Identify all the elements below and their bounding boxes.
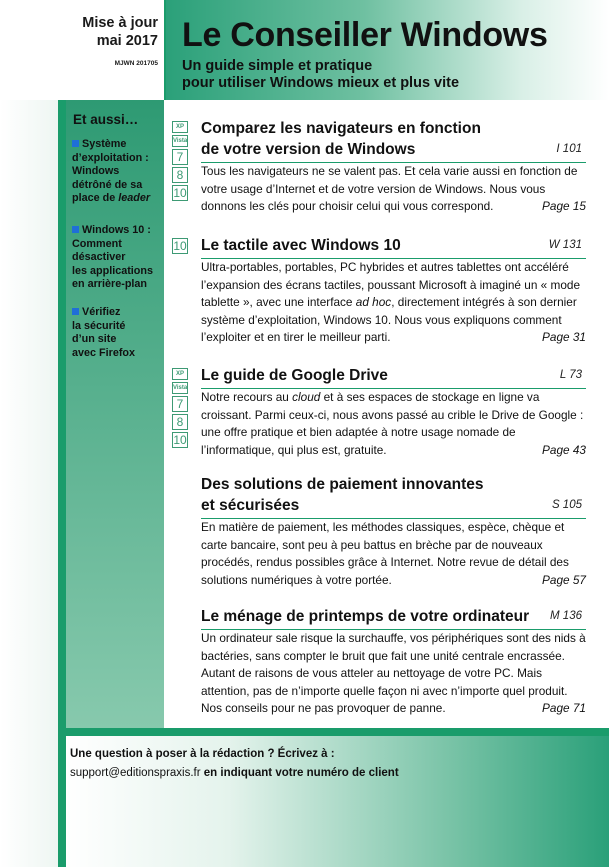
support-email-link[interactable]: support@editionspraxis.fr	[70, 767, 201, 779]
article-page-link[interactable]: Page 15	[542, 199, 586, 213]
windows-7-badge-icon: 7	[172, 149, 188, 165]
sidebar-title: Et aussi…	[73, 112, 139, 127]
article-body	[201, 389, 586, 459]
article-body	[201, 519, 586, 589]
bullet-square-icon	[72, 226, 79, 233]
reference-code: MJWN 201705	[114, 60, 158, 67]
article-title	[201, 474, 586, 516]
article-code: L 73	[559, 369, 582, 381]
windows-vista-badge-icon: Vista	[172, 135, 188, 147]
article-title-line: Le ménage de printemps de votre ordinateur	[201, 608, 530, 625]
article-summary: Un ordinateur sale risque la surchauffe, vos périphériques sont des nids à bactéries, sans compter le bruit que fait une unité centrale encrassée. Autant de raisons de vous atteler au nettoyage de votre PC. Mais attention, pas de n’importe quelle façon ni avec n’importe quel produit. Nos conseils pour ne pas provoquer de panne.	[201, 631, 586, 715]
article-page-link[interactable]: Page 31	[542, 330, 586, 344]
article-body	[201, 259, 586, 347]
sidebar-item-italic: leader	[118, 192, 151, 204]
update-date	[60, 14, 158, 50]
version-badges	[172, 368, 190, 450]
windows-8-badge-icon: 8	[172, 167, 188, 183]
sidebar-item-text: Système	[82, 138, 127, 150]
windows-10-badge-icon: 10	[173, 433, 187, 447]
article-title	[201, 365, 586, 386]
header-divider	[164, 0, 166, 100]
article-title-line: Des solutions de paiement innovantes	[201, 476, 484, 493]
article-title-line: et sécurisées	[201, 497, 300, 514]
subtitle-line-2: pour utiliser Windows mieux et plus vite	[182, 75, 460, 91]
article-page-link[interactable]: Page 43	[542, 442, 586, 457]
windows-xp-badge-icon: XP	[172, 368, 188, 380]
sidebar-item-text: Windows 10 :	[82, 224, 151, 236]
windows-10-badge-icon: 10	[173, 239, 187, 253]
article-title	[201, 235, 586, 256]
article-title-line: Comparez les navigateurs en fonction	[201, 120, 481, 137]
sidebar-item-text: d’un site	[72, 333, 117, 345]
sidebar-item-text: Vérifiez	[82, 306, 121, 318]
sidebar-item-text: détrôné de sa	[72, 178, 143, 191]
sidebar-item-text: Comment	[72, 237, 122, 250]
windows-10-badge-icon: 10	[173, 186, 187, 200]
publication-title: Le Conseiller Windows	[182, 16, 548, 54]
article-page-link[interactable]: Page 71	[542, 701, 586, 715]
sidebar	[66, 100, 164, 728]
article-summary: Tous les navigateurs ne se valent pas. Et cela varie aussi en fonction de votre usage d’Internet et de votre version de Windows. Nous vous donnons les clés pour choisir celui qui vous correspond.	[201, 164, 578, 213]
article-code: I 101	[556, 143, 582, 155]
sidebar-item-text: désactiver	[72, 251, 126, 263]
footer-suffix: en indiquant votre numéro de client	[200, 767, 399, 779]
version-badges	[172, 121, 190, 203]
windows-8-badge-icon: 8	[172, 414, 188, 430]
article-summary: Ultra-portables, portables, PC hybrides et autres tablettes ont accéléré l’expansion des écrans tactiles, poussant Microsoft à imaginé un « mode tablette », avec une interface ad hoc, directement intégrés à son dernier système d’exploitation, Windows 10. Nous vous expliquons comment l’exploiter et en tirer le meilleur parti.	[201, 260, 581, 344]
bullet-square-icon	[72, 140, 79, 147]
footer-question: Une question à poser à la rédaction ? Écrivez à :	[70, 748, 335, 760]
sidebar-item-windows10[interactable]	[72, 224, 153, 292]
article-page-link[interactable]: Page 57	[542, 572, 586, 587]
article-title	[201, 606, 586, 627]
article-title-line: Le tactile avec Windows 10	[201, 237, 401, 254]
left-margin	[0, 100, 58, 867]
article-code: S 105	[551, 499, 582, 511]
windows-xp-badge-icon: XP	[172, 121, 188, 133]
article-code: W 131	[548, 239, 582, 251]
bullet-square-icon	[72, 308, 79, 315]
update-line-2: mai 2017	[96, 33, 158, 49]
sidebar-item-text: les applications	[72, 264, 154, 277]
sidebar-item-firefox[interactable]	[72, 306, 135, 360]
article-title-line: Le guide de Google Drive	[201, 367, 388, 384]
article-code: M 136	[550, 610, 582, 622]
windows-vista-badge-icon: Vista	[172, 382, 188, 394]
update-line-1: Mise à jour	[82, 15, 158, 31]
subtitle-line-1: Un guide simple et pratique	[182, 58, 373, 74]
sidebar-item-text: d’exploitation :	[72, 151, 149, 164]
windows-7-badge-icon: 7	[172, 396, 188, 412]
article-summary: Notre recours au cloud et à ses espaces de stockage en ligne va croissant. Parmi ceux-ci, nous avons passé au crible le Drive de Google : une offre pratique et bien adaptée à notre usage nomade de l’informatique, qui plus est, gratuite.	[201, 390, 584, 457]
footer-accent-line	[66, 728, 609, 736]
article-title	[201, 118, 586, 160]
version-badges	[172, 238, 190, 256]
footer-contact	[70, 745, 399, 783]
article-body	[201, 163, 586, 216]
sidebar-item-text: Windows	[72, 165, 120, 177]
accent-vertical-bar	[58, 100, 66, 867]
publication-subtitle	[182, 58, 459, 92]
sidebar-item-text: en arrière-plan	[72, 278, 148, 290]
header	[0, 0, 609, 100]
sidebar-item-text: la sécurité	[72, 319, 126, 332]
sidebar-item-text: avec Firefox	[72, 346, 136, 359]
article-body	[201, 630, 586, 718]
sidebar-item-systeme[interactable]	[72, 138, 150, 206]
article-summary: En matière de paiement, les méthodes classiques, espèce, chèque et carte bancaire, sont peu à peu battus en brèche par de nouveaux procédés, rendus possibles grâce à Internet. Notre revue de détail des solutions numériques à votre portée.	[201, 520, 569, 587]
sidebar-item-text: place de	[72, 192, 119, 204]
article-title-line: de votre version de Windows	[201, 141, 416, 158]
